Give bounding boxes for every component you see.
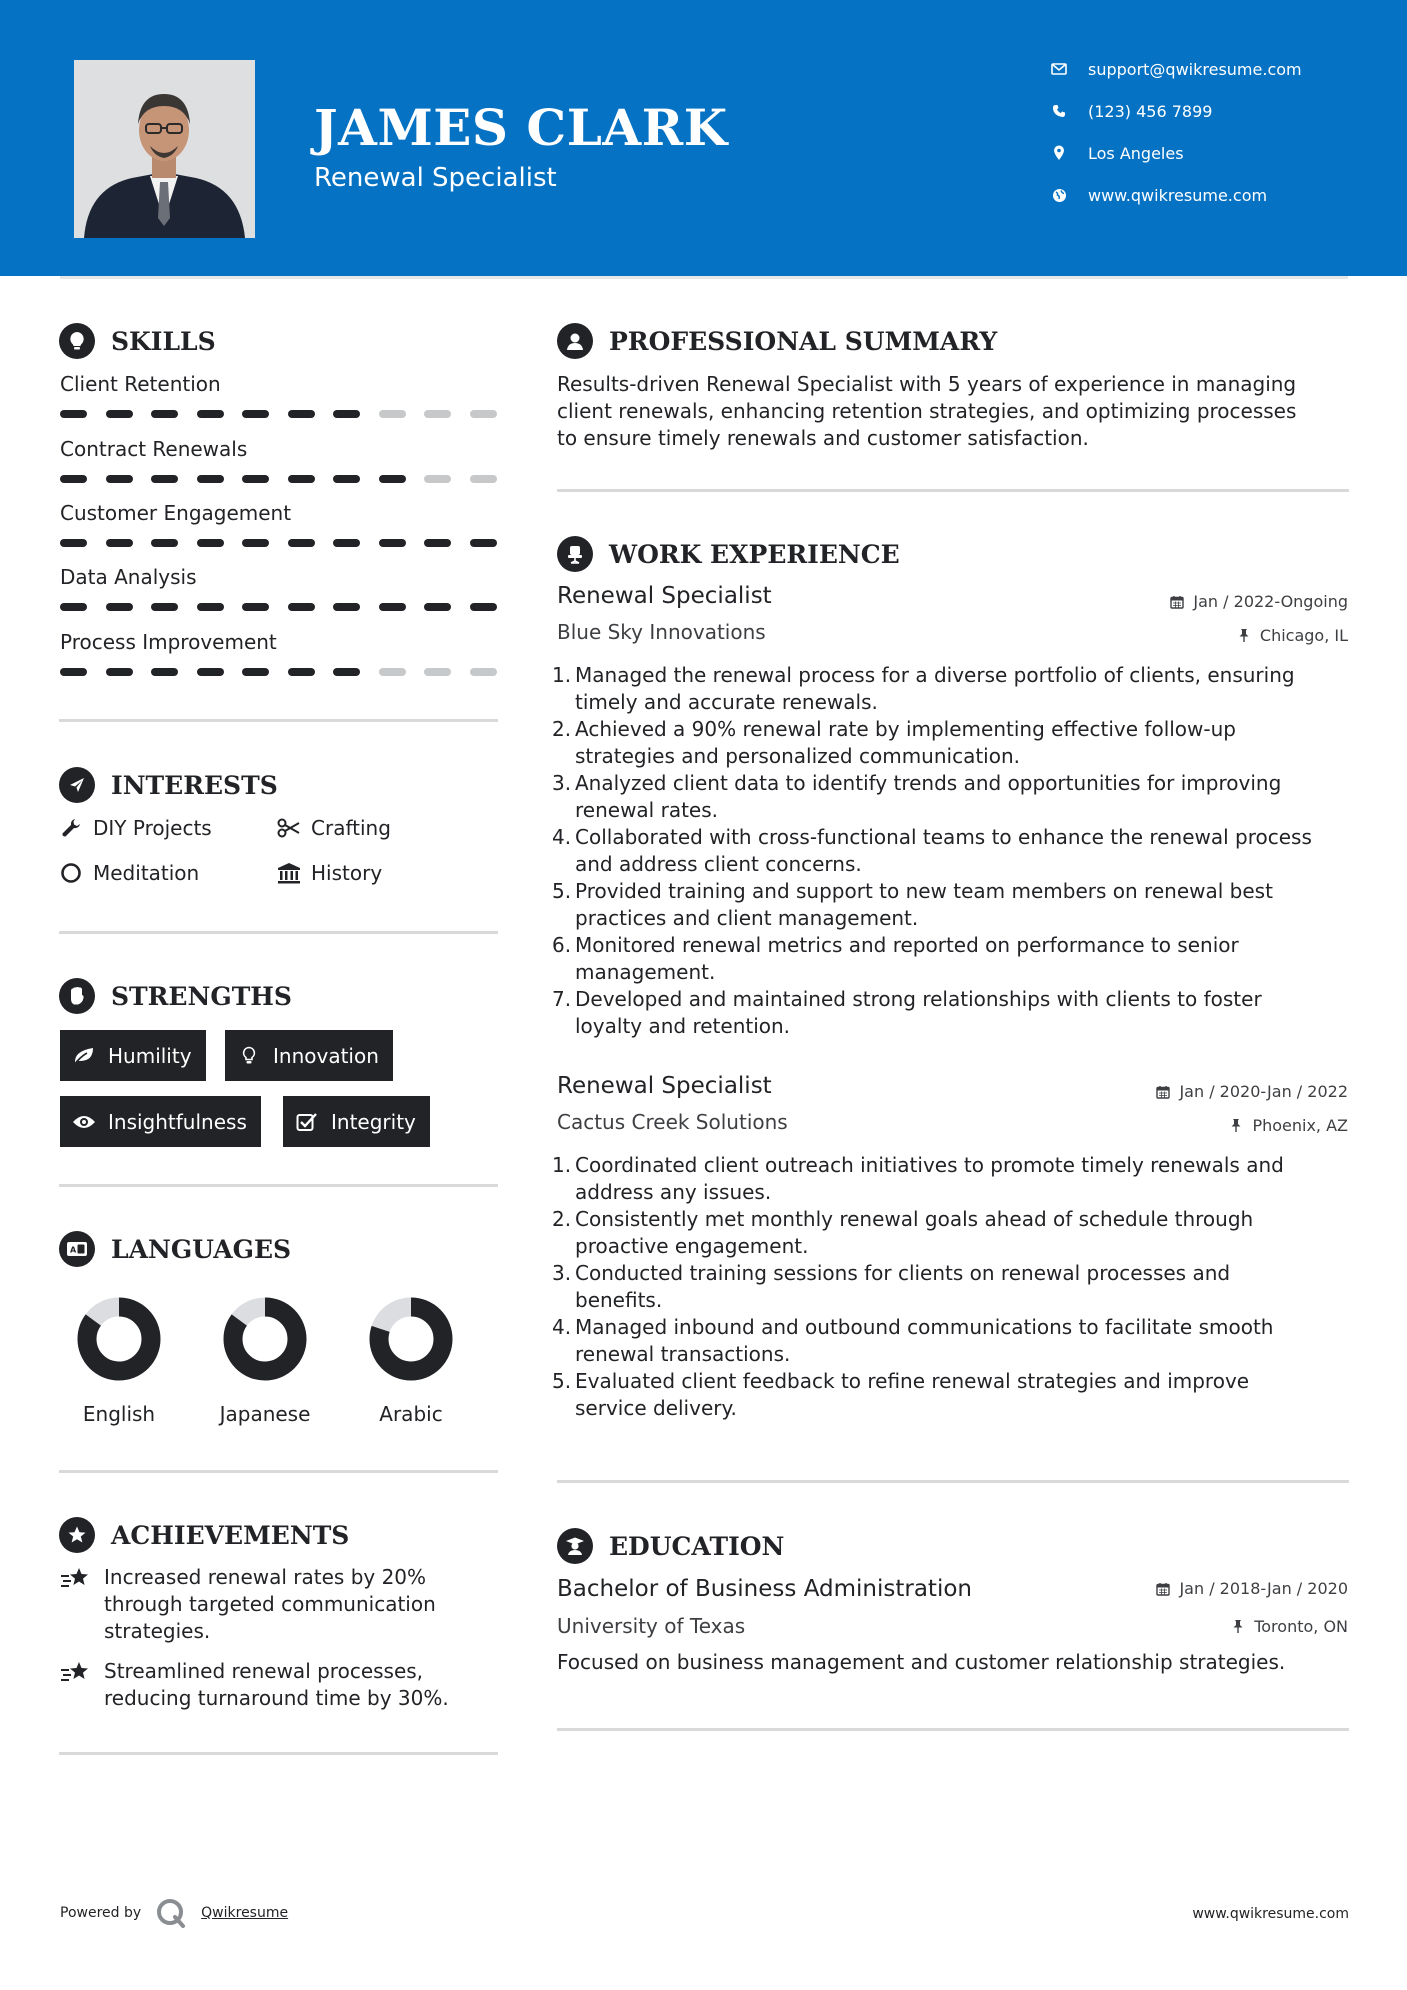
graduate-icon xyxy=(557,1528,593,1564)
language-donut xyxy=(220,1294,310,1384)
strength-badge xyxy=(60,1096,261,1147)
contact-phone[interactable] xyxy=(1050,98,1212,124)
interest-label: Crafting xyxy=(311,816,391,840)
job-location xyxy=(1228,1116,1348,1135)
skill-dash-empty xyxy=(379,410,406,418)
skill-dash-empty xyxy=(424,668,451,676)
education-dates xyxy=(1155,1579,1348,1598)
svg-text:A: A xyxy=(70,1245,77,1255)
language-donut xyxy=(366,1294,456,1384)
skill-dash-filled xyxy=(60,410,87,418)
skill-dash-filled xyxy=(60,539,87,547)
job-responsibilities xyxy=(552,662,1357,1040)
section-divider xyxy=(59,1184,498,1187)
skill-dash-filled xyxy=(379,475,406,483)
envelope-icon xyxy=(1050,60,1068,78)
skill-level-bar xyxy=(60,539,500,548)
section-divider xyxy=(557,489,1349,492)
contact-website[interactable] xyxy=(1050,182,1267,208)
skill-dash-filled xyxy=(106,539,133,547)
strength-label: Integrity xyxy=(331,1109,416,1134)
circle-icon xyxy=(59,861,83,885)
education-location xyxy=(1230,1617,1348,1636)
skill-item xyxy=(60,565,500,589)
job-dates xyxy=(1169,592,1348,611)
skills-heading xyxy=(59,323,216,359)
job-location-text: Phoenix, AZ xyxy=(1252,1116,1348,1135)
strength-badge xyxy=(283,1096,430,1147)
skill-dash-filled xyxy=(151,539,178,547)
contact-phone-text: (123) 456 7899 xyxy=(1088,101,1213,121)
section-divider xyxy=(59,1470,498,1473)
job-title: Renewal Specialist xyxy=(557,1073,772,1099)
skill-item xyxy=(60,501,500,525)
job-dates-text: Jan / 2020-Jan / 2022 xyxy=(1179,1082,1348,1101)
school-name: University of Texas xyxy=(557,1614,746,1638)
achievement-text: Increased renewal rates by 20% through targeted communication strategies. xyxy=(104,1565,436,1643)
skill-dash-filled xyxy=(288,668,315,676)
skill-dash-filled xyxy=(288,539,315,547)
summary-title: PROFESSIONAL SUMMARY xyxy=(609,326,998,356)
interests-heading xyxy=(59,767,278,803)
footer-url[interactable]: www.qwikresume.com xyxy=(1192,1906,1349,1922)
contact-location-text: Los Angeles xyxy=(1088,143,1184,163)
check-square-icon xyxy=(295,1111,319,1133)
interest-label: DIY Projects xyxy=(93,816,212,840)
language-item xyxy=(351,1294,471,1426)
skill-name: Customer Engagement xyxy=(60,501,292,525)
list-item: 3. Analyzed client data to identify trends and opportunities for improving renewal rates. xyxy=(552,771,1282,822)
skill-dash-filled xyxy=(106,475,133,483)
skill-dash-filled xyxy=(151,410,178,418)
powered-by-text: Powered by xyxy=(60,1905,142,1921)
interest-item xyxy=(59,861,199,885)
skill-name: Client Retention xyxy=(60,372,221,396)
interest-item xyxy=(59,816,212,840)
skill-dash-filled xyxy=(106,668,133,676)
star-icon xyxy=(59,1517,95,1553)
list-item: 2. Achieved a 90% renewal rate by implementing effective follow-up strategies and personalized communication. xyxy=(552,717,1236,768)
skill-dash-filled xyxy=(242,410,269,418)
job-company: Blue Sky Innovations xyxy=(557,620,766,644)
education-location-text: Toronto, ON xyxy=(1254,1617,1348,1636)
contact-location xyxy=(1050,140,1184,166)
header-divider xyxy=(60,276,1348,279)
job-location-text: Chicago, IL xyxy=(1259,626,1348,645)
list-item: 4. Managed inbound and outbound communications to facilitate smooth renewal transactions. xyxy=(552,1315,1274,1366)
candidate-name: JAMES CLARK xyxy=(314,98,728,157)
languages-heading xyxy=(59,1231,291,1267)
wrench-icon xyxy=(59,816,83,840)
skill-dash-empty xyxy=(424,475,451,483)
skill-dash-filled xyxy=(333,475,360,483)
job-dates xyxy=(1155,1082,1348,1101)
candidate-role: Renewal Specialist xyxy=(314,163,557,193)
job-company: Cactus Creek Solutions xyxy=(557,1110,788,1134)
skill-dash-filled xyxy=(424,539,451,547)
skill-dash-filled xyxy=(288,603,315,611)
skill-level-bar xyxy=(60,668,500,677)
skill-name: Process Improvement xyxy=(60,630,277,654)
language-name: Japanese xyxy=(219,1402,311,1426)
skill-dash-empty xyxy=(424,410,451,418)
skill-name: Data Analysis xyxy=(60,565,197,589)
shooting-star-icon xyxy=(60,1564,94,1645)
language-item xyxy=(59,1294,179,1426)
education-title: EDUCATION xyxy=(609,1531,785,1561)
skills-title: SKILLS xyxy=(111,326,216,356)
section-divider xyxy=(59,719,498,722)
skill-dash-filled xyxy=(151,668,178,676)
skill-dash-filled xyxy=(242,475,269,483)
skill-dash-filled xyxy=(197,668,224,676)
skill-level-bar xyxy=(60,603,500,612)
brand-link[interactable]: Qwikresume xyxy=(201,1905,289,1921)
summary-text: Results-driven Renewal Specialist with 5 years of experience in managing client renewals, enhancing retention strategies, and optimizing processes to ensure timely renewals and customer satisfaction. xyxy=(557,372,1297,450)
skill-dash-filled xyxy=(60,603,87,611)
skill-dash-filled xyxy=(151,603,178,611)
calendar-icon xyxy=(1155,1581,1171,1597)
lightbulb-icon xyxy=(59,323,95,359)
office-chair-icon xyxy=(557,536,593,572)
paper-plane-icon xyxy=(59,767,95,803)
skill-dash-filled xyxy=(288,410,315,418)
skill-item xyxy=(60,372,500,396)
interest-item xyxy=(277,861,382,885)
section-divider xyxy=(557,1480,1349,1483)
skill-dash-filled xyxy=(60,668,87,676)
contact-email[interactable] xyxy=(1050,56,1302,82)
experience-title: WORK EXPERIENCE xyxy=(609,539,900,569)
skill-item xyxy=(60,630,500,654)
interests-title: INTERESTS xyxy=(111,770,278,800)
section-divider xyxy=(557,1728,1349,1731)
pushpin-icon xyxy=(1236,628,1252,644)
interest-label: History xyxy=(311,861,383,885)
section-divider xyxy=(59,1752,498,1755)
language-name: Arabic xyxy=(379,1402,443,1426)
skill-dash-filled xyxy=(197,410,224,418)
skill-dash-filled xyxy=(197,539,224,547)
skill-dash-filled xyxy=(470,603,497,611)
map-pin-icon xyxy=(1050,144,1068,162)
list-item: 3. Conducted training sessions for clients on renewal processes and benefits. xyxy=(552,1261,1231,1312)
skill-level-bar xyxy=(60,475,500,484)
contact-website-text: www.qwikresume.com xyxy=(1088,185,1268,205)
profile-photo xyxy=(74,60,255,238)
skill-dash-filled xyxy=(333,410,360,418)
interest-item xyxy=(277,816,391,840)
strength-label: Humility xyxy=(108,1043,192,1068)
skill-dash-filled xyxy=(288,475,315,483)
strengths-title: STRENGTHS xyxy=(111,981,292,1011)
leaf-icon xyxy=(72,1045,96,1067)
museum-icon xyxy=(277,861,301,885)
skill-dash-filled xyxy=(197,475,224,483)
skill-dash-filled xyxy=(333,539,360,547)
skill-dash-filled xyxy=(242,668,269,676)
list-item: 1. Managed the renewal process for a diverse portfolio of clients, ensuring timely and accurate renewals. xyxy=(552,663,1295,714)
skill-item xyxy=(60,437,500,461)
skill-dash-filled xyxy=(379,539,406,547)
strength-badge xyxy=(225,1030,393,1081)
pushpin-icon xyxy=(1228,1118,1244,1134)
job-title: Renewal Specialist xyxy=(557,583,772,609)
skill-dash-filled xyxy=(333,603,360,611)
education-description: Focused on business management and customer relationship strategies. xyxy=(557,1650,1286,1674)
strength-label: Innovation xyxy=(273,1043,379,1068)
skill-dash-filled xyxy=(106,603,133,611)
languages-title: LANGUAGES xyxy=(111,1234,292,1264)
language-donut xyxy=(74,1294,164,1384)
list-item: 5. Evaluated client feedback to refine renewal strategies and improve service delivery. xyxy=(552,1369,1250,1420)
list-item: 4. Collaborated with cross-functional teams to enhance the renewal process and address client concerns. xyxy=(552,825,1312,876)
fist-icon xyxy=(59,978,95,1014)
list-item: 1. Coordinated client outreach initiatives to promote timely renewals and address any issues. xyxy=(552,1153,1284,1204)
skill-dash-filled xyxy=(470,539,497,547)
footer-branding xyxy=(60,1897,288,1929)
achievements-title: ACHIEVEMENTS xyxy=(111,1520,350,1550)
job-dates-text: Jan / 2022-Ongoing xyxy=(1193,592,1348,611)
skill-dash-filled xyxy=(379,603,406,611)
job-location xyxy=(1236,626,1348,645)
skill-dash-empty xyxy=(470,668,497,676)
pushpin-icon xyxy=(1230,1619,1246,1635)
skill-dash-filled xyxy=(242,539,269,547)
experience-heading xyxy=(557,536,900,572)
scissors-icon xyxy=(277,816,301,840)
skill-dash-filled xyxy=(151,475,178,483)
education-dates-text: Jan / 2018-Jan / 2020 xyxy=(1179,1579,1348,1598)
skill-dash-filled xyxy=(60,475,87,483)
education-heading xyxy=(557,1528,784,1564)
skill-dash-filled xyxy=(197,603,224,611)
strength-label: Insightfulness xyxy=(108,1109,247,1134)
skill-dash-empty xyxy=(470,410,497,418)
degree-title: Bachelor of Business Administration xyxy=(557,1576,972,1602)
calendar-icon xyxy=(1155,1084,1171,1100)
section-divider xyxy=(59,931,498,934)
skill-dash-filled xyxy=(242,603,269,611)
resume-header xyxy=(0,0,1407,276)
shooting-star-icon xyxy=(60,1658,94,1712)
list-item: 2. Consistently met monthly renewal goals ahead of schedule through proactive engagement. xyxy=(552,1207,1254,1258)
strength-badge xyxy=(60,1030,206,1081)
strengths-heading xyxy=(59,978,292,1014)
phone-icon xyxy=(1050,102,1068,120)
qwikresume-logo-icon xyxy=(155,1897,187,1929)
lightbulb-icon xyxy=(237,1045,261,1067)
achievements-heading xyxy=(59,1517,349,1553)
summary-heading xyxy=(557,323,997,359)
contact-email-text: support@qwikresume.com xyxy=(1088,59,1302,79)
skill-name: Contract Renewals xyxy=(60,437,248,461)
interest-label: Meditation xyxy=(93,861,200,885)
skill-dash-filled xyxy=(424,603,451,611)
calendar-icon xyxy=(1169,594,1185,610)
list-item: 6. Monitored renewal metrics and reported on performance to senior management. xyxy=(552,933,1239,984)
eye-icon xyxy=(72,1111,96,1133)
achievement-text: Streamlined renewal processes, reducing turnaround time by 30%. xyxy=(104,1659,449,1710)
achievement-item xyxy=(60,1564,500,1645)
skill-dash-filled xyxy=(333,668,360,676)
list-item: 5. Provided training and support to new team members on renewal best practices and client management. xyxy=(552,879,1273,930)
language-item xyxy=(205,1294,325,1426)
skill-level-bar xyxy=(60,410,500,419)
language-icon xyxy=(59,1231,95,1267)
skill-dash-empty xyxy=(379,668,406,676)
achievement-item xyxy=(60,1658,500,1712)
language-name: English xyxy=(82,1402,156,1426)
job-responsibilities xyxy=(552,1152,1357,1422)
user-icon xyxy=(557,323,593,359)
list-item: 7. Developed and maintained strong relationships with clients to foster loyalty and retention. xyxy=(552,987,1262,1038)
globe-icon xyxy=(1050,186,1068,204)
skill-dash-empty xyxy=(470,475,497,483)
skill-dash-filled xyxy=(106,410,133,418)
